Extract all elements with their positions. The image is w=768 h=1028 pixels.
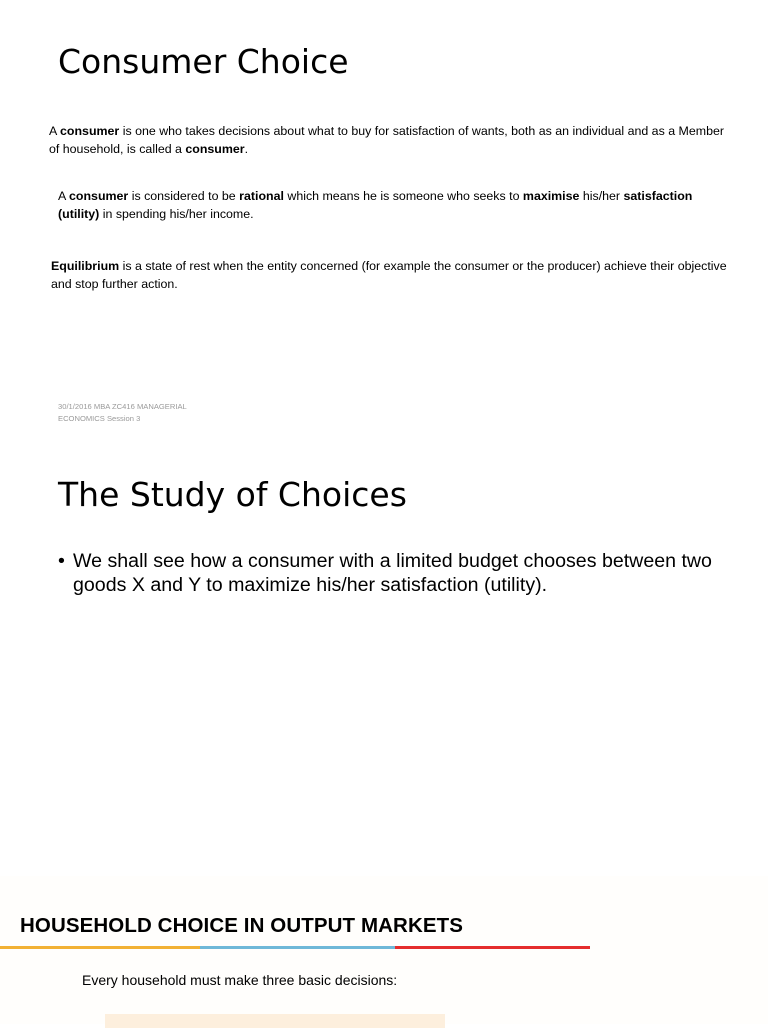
- paragraph-rational-consumer: [58, 188, 730, 223]
- intro-text: Every household must make three basic decisions:: [82, 972, 398, 988]
- bold-term: satisfaction (utility): [58, 189, 693, 221]
- paragraph-equilibrium: [51, 258, 731, 293]
- bold-term: consumer: [69, 189, 129, 203]
- bullet-item: [58, 549, 738, 597]
- slide-consumer-choice: [0, 0, 768, 440]
- text-run: is considered to be: [128, 189, 240, 203]
- bullet-list: [58, 549, 738, 597]
- slide-footer: 30/1/2016 MBA ZC416 MANAGERIAL ECONOMICS Session 3: [58, 402, 187, 423]
- text-run: in spending his/her income.: [99, 206, 254, 221]
- bold-term: Equilibrium: [51, 259, 120, 273]
- text-run: A: [49, 124, 61, 138]
- text-run: which means he is someone who seeks to: [283, 189, 523, 203]
- bold-term: rational: [239, 189, 284, 203]
- title-underline-red: [395, 946, 590, 949]
- slide-title: The Study of Choices: [58, 475, 407, 514]
- bullet-text: We shall see how a consumer with a limited budget chooses between two goods X and Y to maximize his/her satisfaction (utility).: [73, 550, 712, 596]
- bold-term: consumer: [60, 124, 120, 138]
- bold-term: consumer: [185, 141, 245, 156]
- paragraph-consumer-definition: [49, 123, 729, 158]
- slide-title: HOUSEHOLD CHOICE IN OUTPUT MARKETS: [20, 914, 464, 937]
- title-underline-yellow: [0, 946, 200, 949]
- bold-term: maximise: [522, 189, 580, 203]
- slide-title: Consumer Choice: [58, 42, 349, 81]
- slide-separator: [0, 868, 768, 876]
- list-highlight-box: [105, 1014, 445, 1028]
- text-run: is one who takes decisions about what to buy for satisfaction of wants, both as an individual and as a Member of household, is called a: [49, 124, 724, 156]
- text-run: .: [244, 141, 249, 156]
- text-run: A: [58, 189, 70, 203]
- slide-separator: [0, 440, 768, 448]
- slide-household-choice: [0, 876, 768, 1024]
- text-run: is a state of rest when the entity concerned (for example the consumer or the producer) achieve their objective and stop further action.: [51, 259, 727, 291]
- title-underline-blue: [200, 946, 395, 949]
- text-run: his/her: [579, 189, 624, 203]
- bullet-dot-icon: •: [58, 550, 65, 572]
